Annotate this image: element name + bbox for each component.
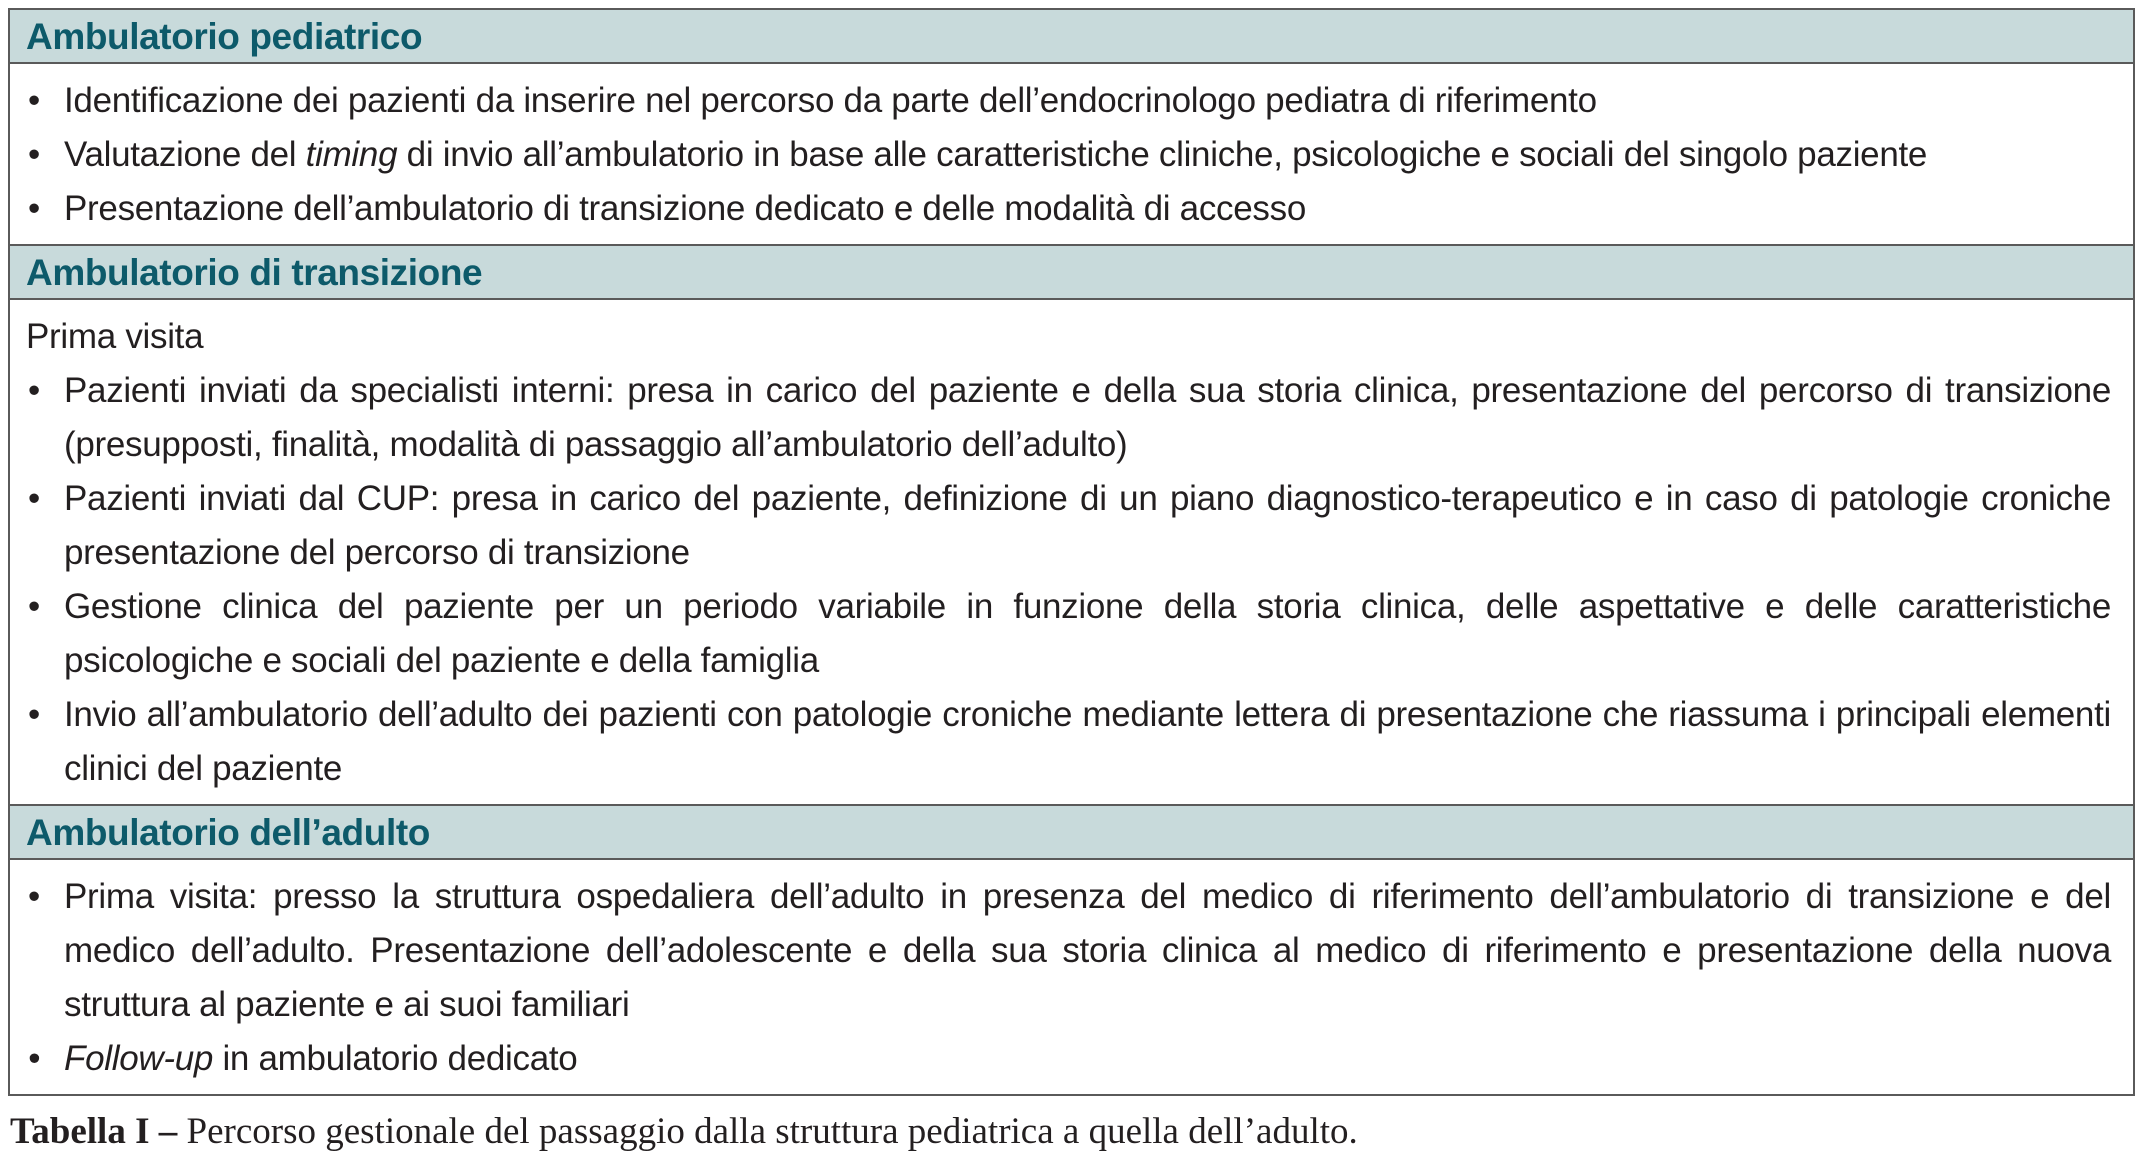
- bullet-list: [26, 74, 2111, 236]
- section-header-pediatric: [10, 10, 2133, 64]
- table-caption: [10, 1110, 1358, 1153]
- section-title: Ambulatorio di transizione: [26, 252, 483, 293]
- list-item: • Follow-up in ambulatorio dedicato: [26, 1032, 2111, 1086]
- list-item: • Gestione clinica del paziente per un periodo variabile in funzione della storia clinica, delle aspettative e delle caratteristiche psicologiche e sociali del paziente e della famiglia: [26, 580, 2111, 688]
- caption-label: Tabella I –: [10, 1111, 178, 1152]
- section-header-transition: [10, 246, 2133, 300]
- bullet-icon: •: [28, 371, 40, 410]
- caption-text: Percorso gestionale del passaggio dalla struttura pediatrica a quella dell’adulto.: [177, 1111, 1358, 1152]
- section-intro: Prima visita: [26, 317, 204, 356]
- list-item: • Pazienti inviati dal CUP: presa in carico del paziente, definizione di un piano diagnostico-terapeutico e in caso di patologie croniche presentazione del percorso di transizione: [26, 472, 2111, 580]
- section-body-adult: [10, 860, 2133, 1094]
- section-body-pediatric: [10, 64, 2133, 246]
- section-body-transition: [10, 300, 2133, 806]
- bullet-list: [26, 870, 2111, 1086]
- bullet-icon: •: [28, 1039, 40, 1078]
- bullet-icon: •: [28, 135, 40, 174]
- bullet-icon: •: [28, 81, 40, 120]
- bullet-icon: •: [28, 587, 40, 626]
- list-item: • Pazienti inviati da specialisti interni: presa in carico del paziente e della sua storia clinica, presentazione del percorso di transizione (presupposti, finalità, modalità di passaggio all’ambulatorio dell’adulto): [26, 364, 2111, 472]
- transition-pathway-table: [8, 8, 2135, 1096]
- section-title: Ambulatorio pediatrico: [26, 16, 423, 57]
- bullet-icon: •: [28, 479, 40, 518]
- list-item: • Presentazione dell’ambulatorio di transizione dedicato e delle modalità di accesso: [26, 182, 2111, 236]
- list-item: • Invio all’ambulatorio dell’adulto dei pazienti con patologie croniche mediante lettera di presentazione che riassuma i principali elementi clinici del paziente: [26, 688, 2111, 796]
- list-item: • Valutazione del timing di invio all’ambulatorio in base alle caratteristiche cliniche, psicologiche e sociali del singolo paziente: [26, 128, 2111, 182]
- section-header-adult: [10, 806, 2133, 860]
- bullet-icon: •: [28, 189, 40, 228]
- bullet-icon: •: [28, 877, 40, 916]
- section-title: Ambulatorio dell’adulto: [26, 812, 430, 853]
- list-item: • Identificazione dei pazienti da inserire nel percorso da parte dell’endocrinologo pediatra di riferimento: [26, 74, 2111, 128]
- bullet-list: [26, 364, 2111, 796]
- list-item: • Prima visita: presso la struttura ospedaliera dell’adulto in presenza del medico di riferimento dell’ambulatorio di transizione e del medico dell’adulto. Presentazione dell’adolescente e della sua storia clinica al medico di riferimento e presentazione della nuova struttura al paziente e ai suoi familiari: [26, 870, 2111, 1032]
- bullet-icon: •: [28, 695, 40, 734]
